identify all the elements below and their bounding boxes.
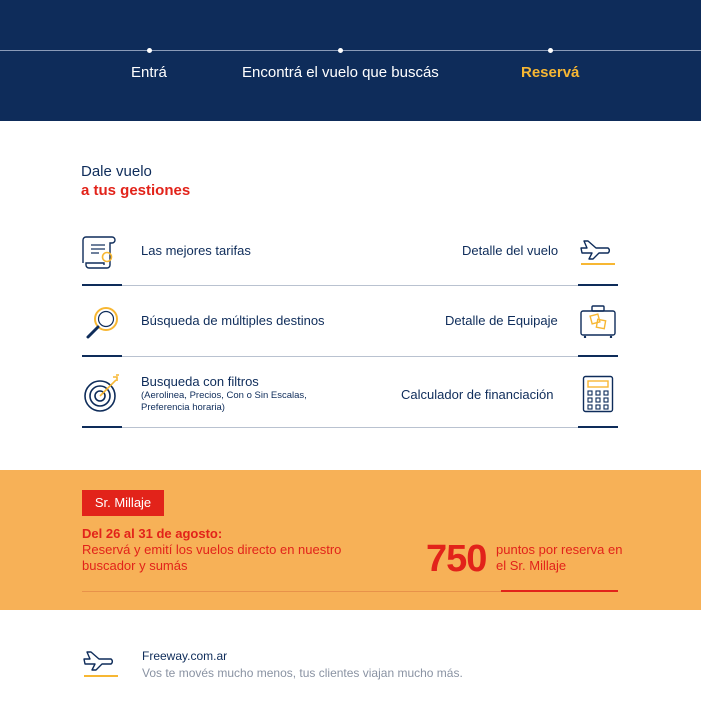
footer-airplane-underline	[84, 675, 118, 677]
step-enter[interactable]: Entrá	[131, 64, 167, 81]
intro-line-1: Dale vuelo	[81, 163, 152, 180]
airplane-underline	[581, 263, 615, 265]
footer-airplane-icon	[82, 647, 122, 671]
step-dot-1	[147, 48, 152, 53]
feature-flight-detail: Detalle del vuelo	[462, 243, 559, 258]
row-separator-3-accent-left	[82, 426, 122, 428]
feature-financing-calculator: Calculador de financiación	[401, 387, 554, 402]
row-separator-2	[82, 356, 618, 357]
header-bar	[0, 0, 701, 121]
suitcase-icon	[579, 304, 617, 338]
step-dot-2	[338, 48, 343, 53]
document-icon	[82, 234, 122, 270]
row-separator-1-accent-right	[578, 284, 618, 286]
step-find-flight[interactable]: Encontrá el vuelo que buscás	[242, 64, 439, 81]
row-separator-1-accent-left	[82, 284, 122, 286]
promo-body: Reservá y emití los vuelos directo en nuestro buscador y sumás	[82, 542, 342, 573]
intro-line-2: a tus gestiones	[81, 182, 191, 199]
calculator-icon	[582, 375, 614, 413]
feature-filters-detail-2: Preferencia horaria)	[141, 402, 225, 413]
footer-site-link[interactable]: Freeway.com.ar	[142, 649, 228, 663]
row-separator-2-accent-right	[578, 355, 618, 357]
row-separator-3-accent-right	[578, 426, 618, 428]
feature-luggage-detail: Detalle de Equipaje	[445, 313, 558, 328]
progress-line	[0, 50, 701, 51]
promo-points: 750	[426, 538, 487, 580]
magnifier-icon	[84, 303, 124, 341]
feature-multi-destination: Búsqueda de múltiples destinos	[141, 313, 325, 328]
row-separator-1	[82, 285, 618, 286]
feature-best-fares: Las mejores tarifas	[141, 243, 251, 258]
step-dot-3	[548, 48, 553, 53]
airplane-icon	[579, 236, 619, 260]
row-separator-2-accent-left	[82, 355, 122, 357]
footer-tagline: Vos te movés mucho menos, tus clientes viajan mucho más.	[142, 666, 463, 680]
step-reserve[interactable]: Reservá	[521, 64, 580, 81]
feature-filters: Busqueda con filtros	[141, 374, 259, 389]
promo-badge: Sr. Millaje	[82, 490, 164, 516]
promo-divider-accent	[501, 590, 618, 592]
feature-filters-detail-1: (Aerolinea, Precios, Con o Sin Escalas,	[141, 390, 307, 401]
target-icon	[82, 373, 124, 415]
promo-points-text: puntos por reserva en el Sr. Millaje	[496, 542, 623, 573]
promo-headline: Del 26 al 31 de agosto:	[82, 526, 223, 541]
row-separator-3	[82, 427, 618, 428]
